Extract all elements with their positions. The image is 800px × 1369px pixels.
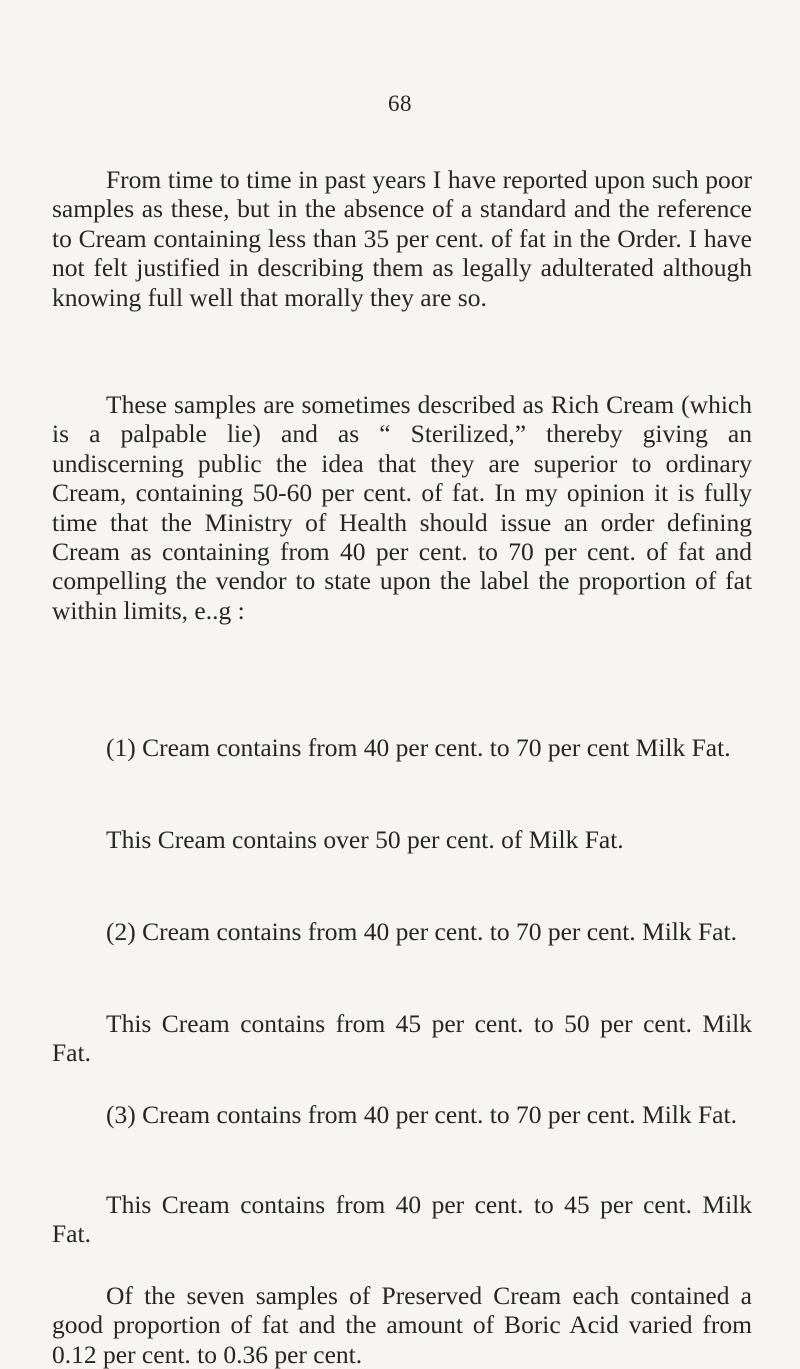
paragraph-text: From time to time in past years I have reported upon such poor samples as these, but in the absence of a standard and the reference to Cream containing less than 35 per cent. of fat in the Order. I have not felt justified in describing them as legally adulterated although knowing full well that morally they are so. bbox=[52, 165, 752, 312]
paragraph-sterilized-cream bbox=[52, 390, 752, 625]
label-example-2 bbox=[52, 917, 752, 946]
label-statement: (2) Cream contains from 40 per cent. to 70 per cent. Milk Fat. bbox=[106, 917, 737, 946]
paragraph-text: These samples are sometimes described as Rich Cream (which is a palpable lie) and as “ Sterilized,” thereby giving an undiscerning public the idea that they are superior to ordinary Cream, containing 50-60 per cent. of fat. In my opinion it is fully time that the Ministry of Health should issue an order defining Cream as containing from 40 per cent. to 70 per cent. of fat and compelling the vendor to state upon the label the proportion of fat within limits, e..g : bbox=[52, 390, 752, 625]
label-note: This Cream contains from 45 per cent. to 50 per cent. Milk Fat. bbox=[52, 1009, 752, 1068]
paragraph-reported-samples bbox=[52, 165, 752, 312]
label-example-1 bbox=[52, 733, 752, 762]
label-statement: (3) Cream contains from 40 per cent. to 70 per cent. Milk Fat. bbox=[106, 1100, 737, 1129]
label-example-3 bbox=[52, 1100, 752, 1129]
label-note: This Cream contains from 40 per cent. to 45 per cent. Milk Fat. bbox=[52, 1190, 752, 1249]
label-example-3-note bbox=[52, 1190, 752, 1249]
paragraph-text: Of the seven samples of Preserved Cream each contained a good proportion of fat and the amount of Boric Acid varied from 0.12 per cent. to 0.36 per cent. bbox=[52, 1281, 752, 1369]
paragraph-preserved-cream bbox=[52, 1281, 752, 1369]
label-example-2-note bbox=[52, 1009, 752, 1068]
label-note: This Cream contains over 50 per cent. of Milk Fat. bbox=[106, 825, 624, 854]
page-number: 68 bbox=[388, 91, 412, 116]
label-example-1-note bbox=[52, 825, 752, 854]
label-statement: (1) Cream contains from 40 per cent. to 70 per cent Milk Fat. bbox=[106, 733, 731, 762]
